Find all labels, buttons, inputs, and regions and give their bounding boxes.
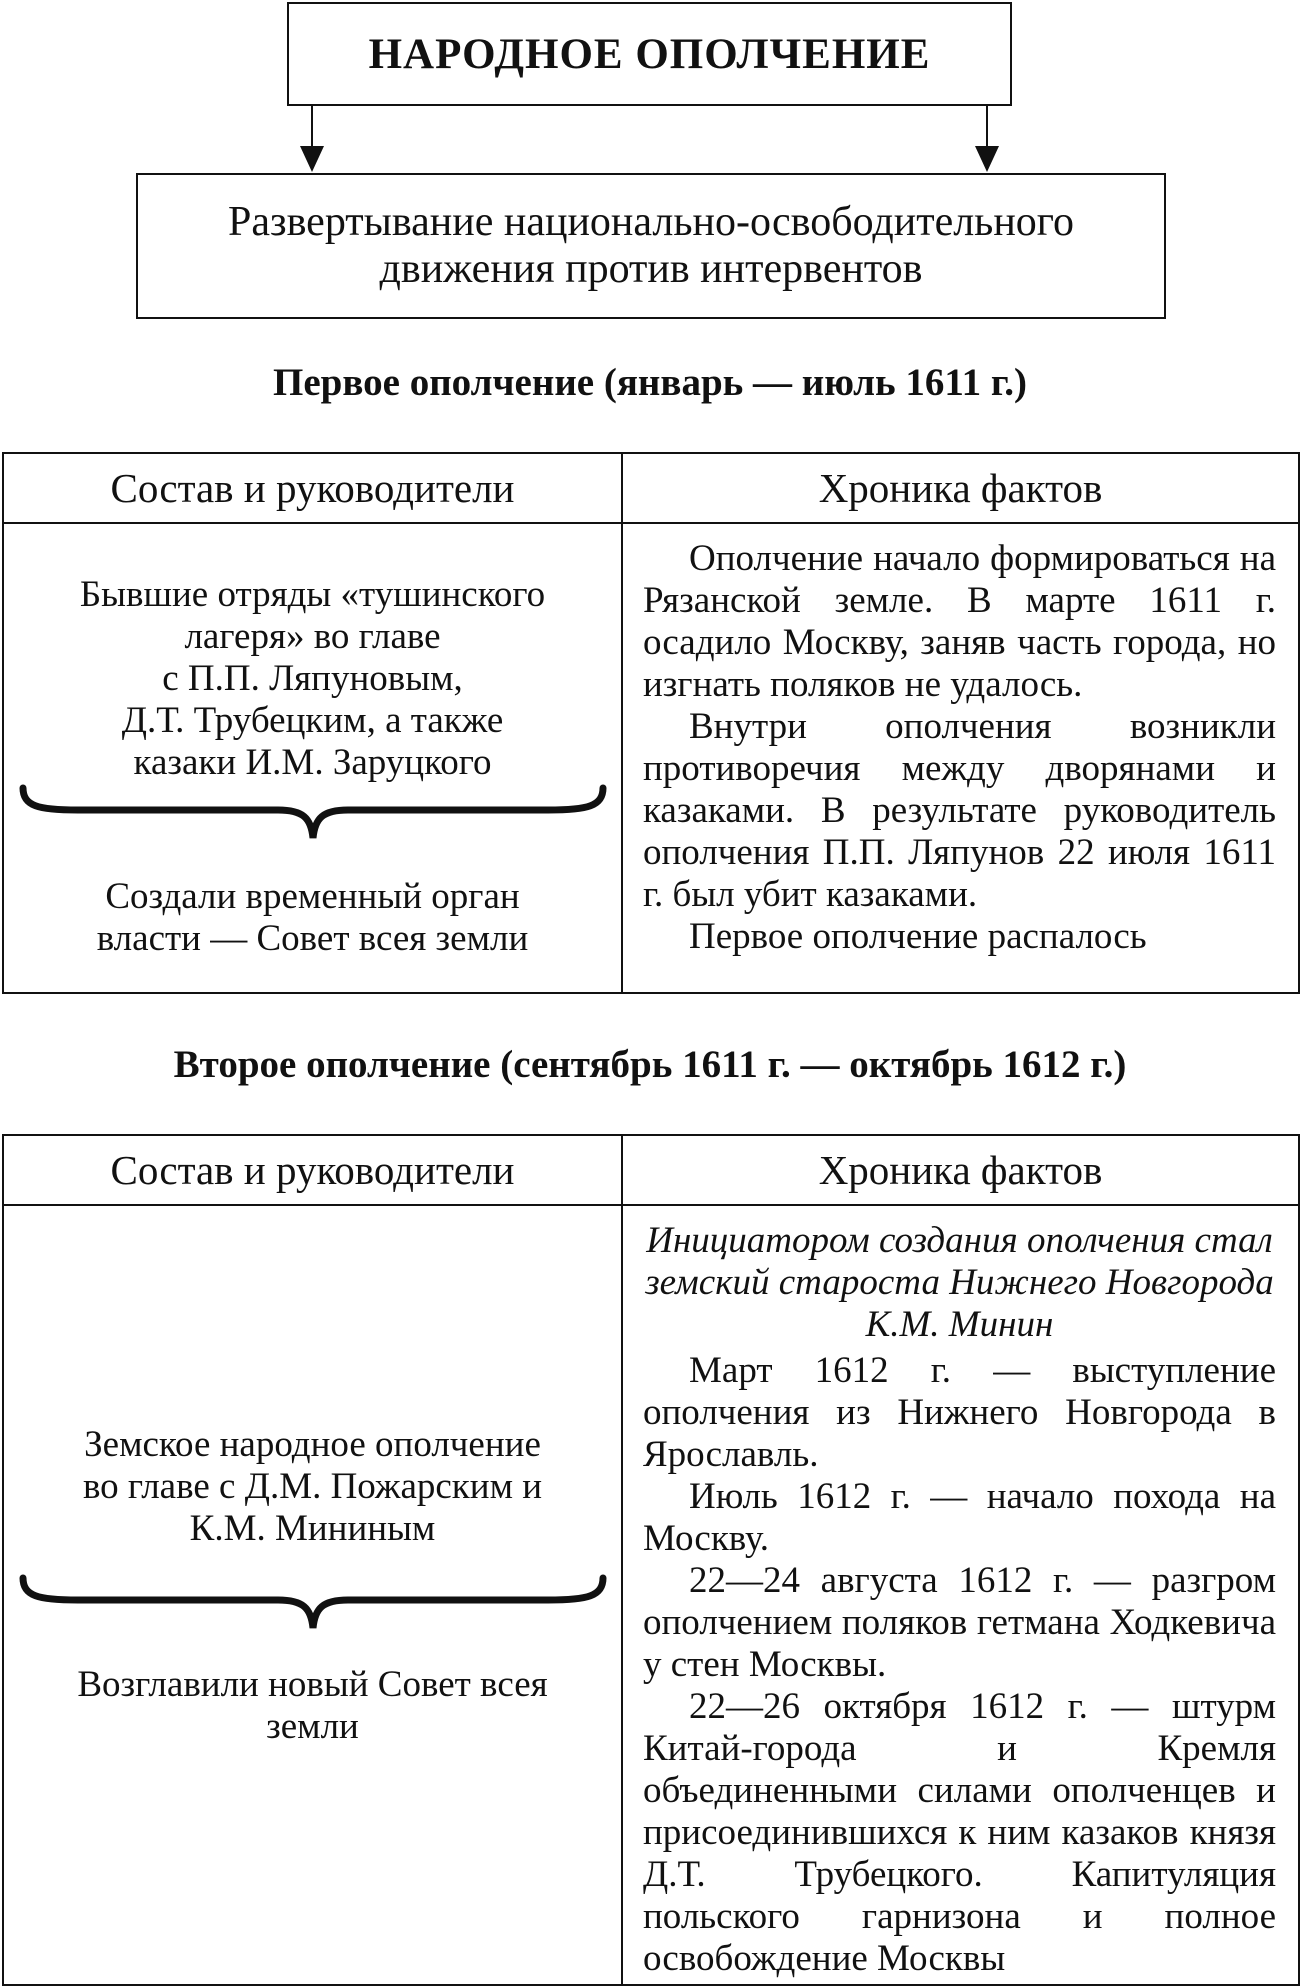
first-fact-paragraph: Внутри ополчения возникли противоречия между дворянами и казаками. В результате руководитель ополчения П.П. Ляпунов 22 июля 1611 г. был убит казаками. bbox=[643, 706, 1276, 915]
arrow-left-head bbox=[300, 146, 324, 172]
second-leaders-line: во главе с Д.М. Пожарским и bbox=[82, 1466, 543, 1507]
first-leaders-line: Бывшие отряды «тушинского bbox=[79, 574, 546, 615]
second-fact-paragraph: Март 1612 г. — выступление ополчения из Нижнего Новгорода в Ярославль. bbox=[643, 1350, 1276, 1475]
first-col-right-header: Хроника фактов bbox=[622, 453, 1299, 523]
second-leaders-line: К.М. Мининым bbox=[189, 1508, 436, 1549]
arrow-right-head bbox=[975, 146, 999, 172]
subtitle-box bbox=[136, 173, 1166, 319]
second-militia-table bbox=[2, 1134, 1300, 1986]
first-leaders-line: Д.Т. Трубецким, а также bbox=[121, 700, 504, 741]
second-col-right-header: Хроника фактов bbox=[622, 1135, 1299, 1205]
second-leaders-line: Земское народное ополчение bbox=[84, 1424, 541, 1465]
first-leaders-line: с П.П. Ляпуновым, bbox=[162, 658, 463, 699]
first-col-left-header: Состав и руководители bbox=[3, 453, 622, 523]
main-title: НАРОДНОЕ ОПОЛЧЕНИЕ bbox=[287, 2, 1012, 106]
first-result-line: Создали временный орган bbox=[105, 876, 520, 917]
first-fact-paragraph: Ополчение начало формироваться на Рязанской земле. В марте 1611 г. осадило Москву, заняв часть города, но изгнать поляков не удалось. bbox=[643, 538, 1276, 705]
second-fact-paragraph: Июль 1612 г. — начало похода на Москву. bbox=[643, 1476, 1276, 1559]
first-leaders-line: казаки И.М. Заруцкого bbox=[133, 742, 492, 783]
second-col-left-header: Состав и руководители bbox=[3, 1135, 622, 1205]
second-facts-cell bbox=[622, 1205, 1299, 1985]
first-militia-heading: Первое ополчение (январь — июль 1611 г.) bbox=[273, 361, 1027, 404]
arrows bbox=[0, 0, 1300, 180]
second-leaders-text bbox=[4, 1206, 621, 1550]
first-militia-table bbox=[2, 452, 1300, 994]
first-leaders-text bbox=[4, 524, 621, 784]
first-brace bbox=[18, 784, 608, 844]
second-leaders-cell bbox=[3, 1205, 622, 1985]
second-result-text bbox=[4, 1634, 621, 1748]
second-brace bbox=[18, 1574, 608, 1634]
second-militia-heading: Второе ополчение (сентябрь 1611 г. — октябрь 1612 г.) bbox=[173, 1043, 1127, 1086]
subtitle-text: Развертывание национально-освободительного движения против интервентов bbox=[228, 199, 1074, 292]
second-fact-paragraph: 22—24 августа 1612 г. — разгром ополчением поляков гетмана Ходкевича у стен Москвы. bbox=[643, 1560, 1276, 1685]
first-leaders-line: лагеря» во главе bbox=[184, 616, 441, 657]
first-fact-paragraph: Первое ополчение распалось bbox=[689, 916, 1147, 957]
first-result-line: власти — Совет всея земли bbox=[96, 918, 529, 959]
first-result-text bbox=[4, 844, 621, 960]
first-facts-cell bbox=[622, 523, 1299, 993]
second-initiator-paragraph: Инициатором создания ополчения стал земский староста Нижнего Новгорода К.М. Минин bbox=[645, 1220, 1274, 1345]
second-fact-paragraph: 22—26 октября 1612 г. — штурм Китай-города и Кремля объединенными силами ополченцев и присоединившихся к ним казаков князя Д.Т. Трубецкого. Капитуляция польского гарнизона и полное освобождение Москвы bbox=[643, 1686, 1276, 1979]
second-result-line: земли bbox=[266, 1706, 359, 1747]
first-leaders-cell bbox=[3, 523, 622, 993]
second-result-line: Возглавили новый Совет всея bbox=[77, 1664, 548, 1705]
